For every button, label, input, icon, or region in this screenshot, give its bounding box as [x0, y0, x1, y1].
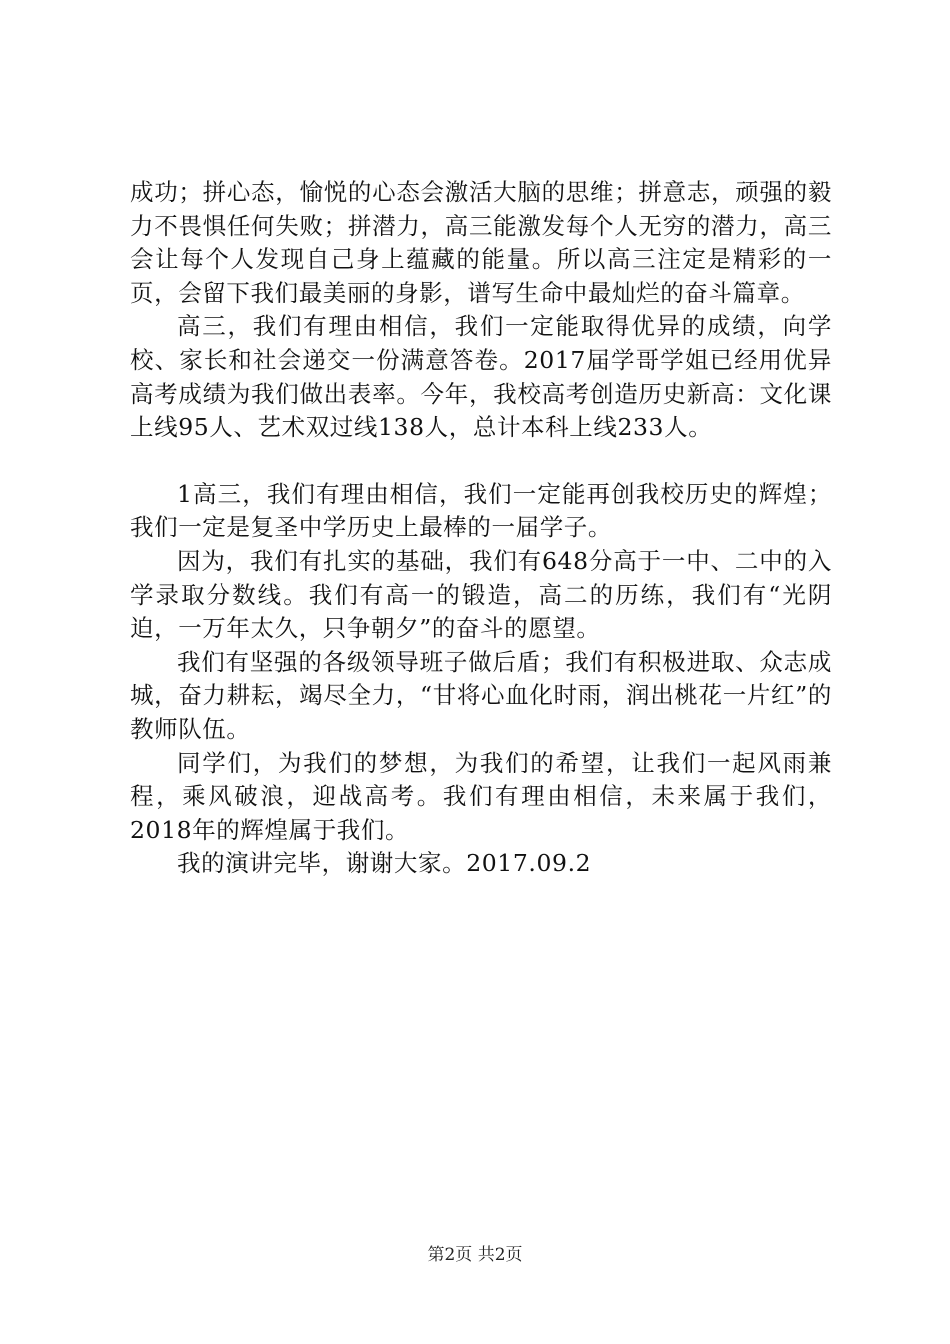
paragraph-5: 我们有坚强的各级领导班子做后盾；我们有积极进取、众志成城，奋力耕耘，竭尽全力，“甘将心血化时雨，润出桃花一片红”的教师队伍。	[130, 647, 832, 743]
document-body	[130, 176, 832, 881]
paragraph-2: 高三，我们有理由相信，我们一定能取得优异的成绩，向学校、家长和社会递交一份满意答卷。2017届学哥学姐已经用优异高考成绩为我们做出表率。今年，我校高考创造历史新高：文化课上线95人、艺术双过线138人，总计本科上线233人。	[130, 312, 832, 442]
page-number-label: 第2页 共2页	[427, 1245, 523, 1265]
paragraph-6: 同学们，为我们的梦想，为我们的希望，让我们一起风雨兼程，乘风破浪，迎战高考。我们有理由相信，未来属于我们，2018年的辉煌属于我们。	[130, 748, 832, 844]
paragraph-4: 因为，我们有扎实的基础，我们有648分高于一中、二中的入学录取分数线。我们有高一的锻造，高二的历练，我们有“光阴迫，一万年太久，只争朝夕”的奋斗的愿望。	[130, 546, 832, 643]
paragraph-7: 我的演讲完毕，谢谢大家。2017.09.2	[177, 849, 592, 878]
paragraph-1: 成功；拼心态，愉悦的心态会激活大脑的思维；拼意志，顽强的毅力不畏惧任何失败；拼潜力，高三能激发每个人无穷的潜力，高三会让每个人发现自己身上蕴藏的能量。所以高三注定是精彩的一页，会留下我们最美丽的身影，谱写生命中最灿烂的奋斗篇章。	[130, 178, 832, 307]
page-footer	[0, 1244, 950, 1266]
paragraph-3: 1高三，我们有理由相信，我们一定能再创我校历史的辉煌；我们一定是复圣中学历史上最棒的一届学子。	[130, 479, 832, 542]
